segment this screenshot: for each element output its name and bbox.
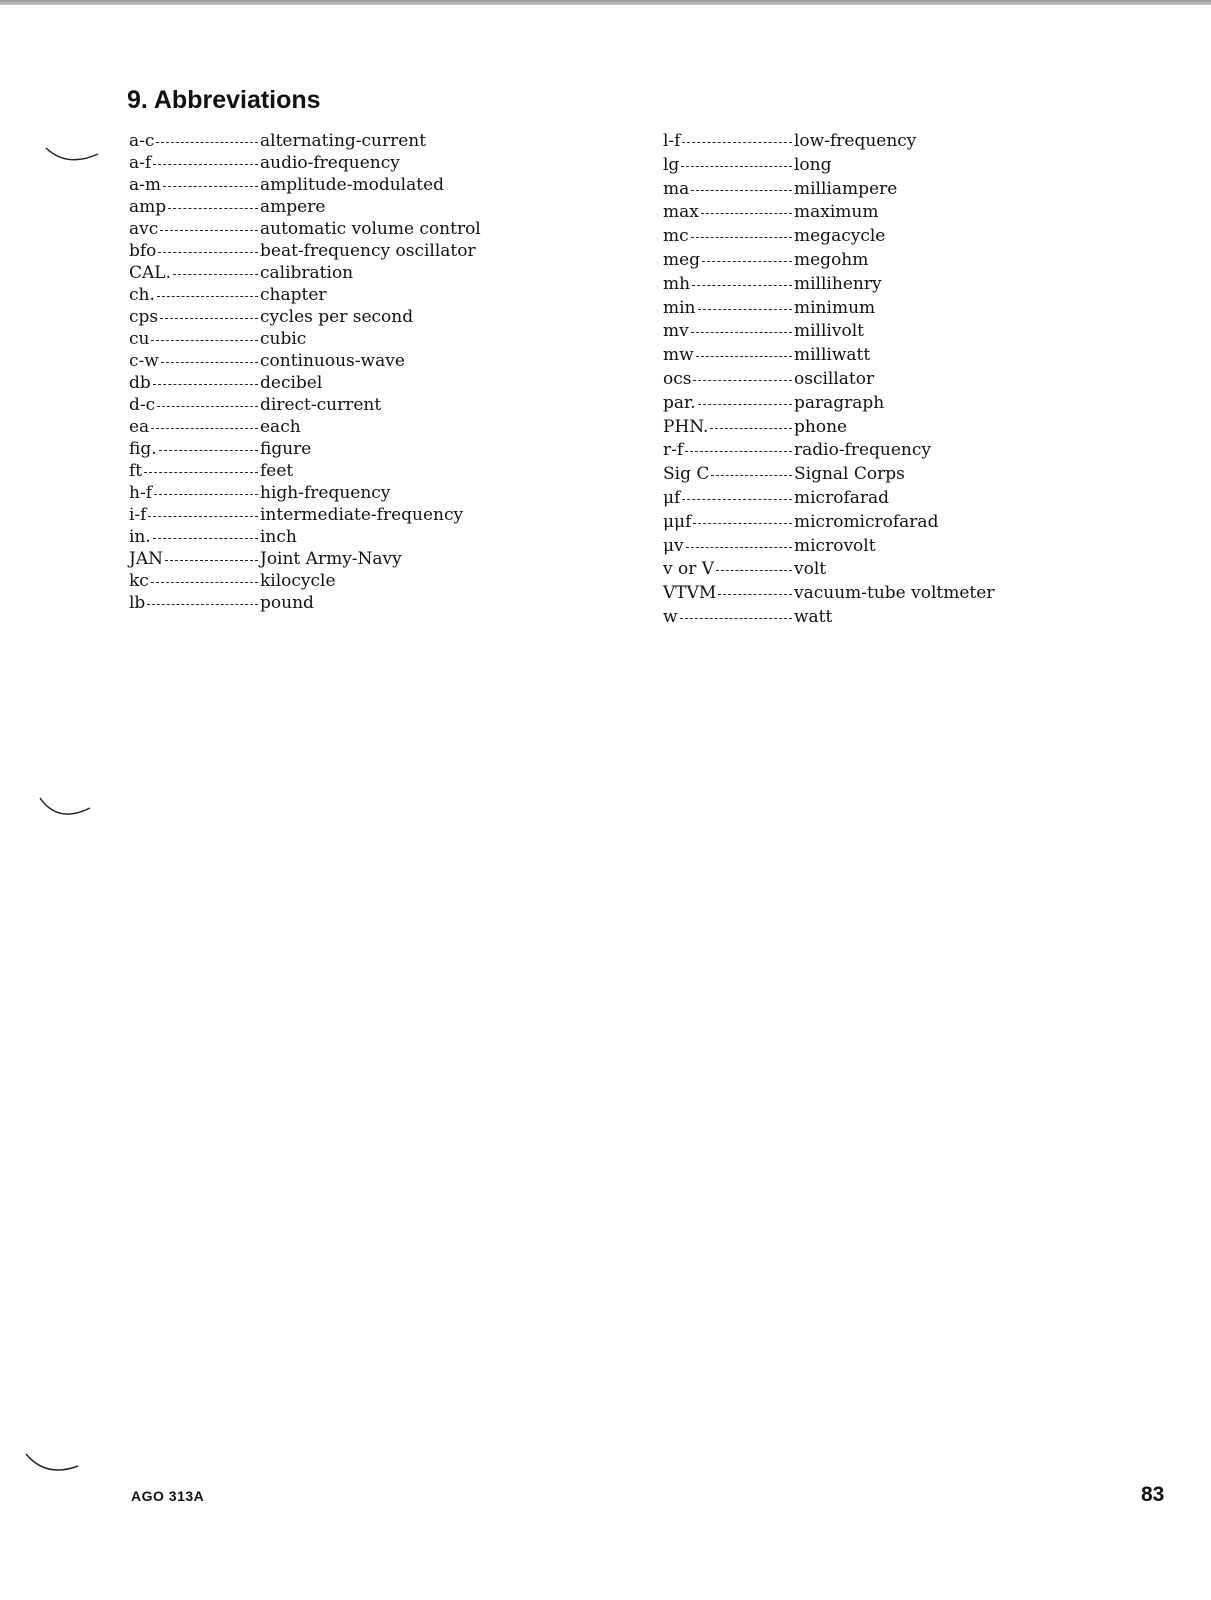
abbreviation-term: meg <box>663 249 701 270</box>
abbreviation-term: a-c <box>129 131 155 151</box>
abbreviation-term-cell <box>663 298 794 318</box>
dot-leader <box>173 274 258 275</box>
abbreviation-term-cell <box>129 395 260 415</box>
abbreviation-entry <box>129 527 509 549</box>
abbreviation-meaning: direct-current <box>260 395 382 415</box>
abbreviation-meaning: chapter <box>260 285 327 305</box>
abbreviation-entry <box>663 179 1043 203</box>
dot-leader <box>157 406 258 407</box>
abbreviation-term: ocs <box>663 368 692 389</box>
abbreviation-meaning: kilocycle <box>260 571 336 591</box>
abbreviation-term: lb <box>129 593 146 613</box>
abbreviation-entry <box>129 219 509 241</box>
dot-leader <box>710 428 792 429</box>
abbreviation-entry <box>129 483 509 505</box>
abbreviation-term-cell <box>129 219 260 239</box>
abbreviation-meaning: maximum <box>794 202 879 223</box>
abbreviation-entry <box>663 226 1043 250</box>
abbreviation-meaning: vacuum-tube voltmeter <box>794 583 995 604</box>
abbreviation-entry <box>129 417 509 439</box>
dot-leader <box>693 523 792 524</box>
dot-leader <box>691 190 792 191</box>
abbreviation-meaning: automatic volume control <box>260 219 481 239</box>
abbreviation-entry <box>663 559 1043 583</box>
abbreviation-term-cell <box>663 226 794 246</box>
abbreviation-term-cell <box>129 373 260 393</box>
dot-leader <box>698 404 792 405</box>
abbreviation-entry <box>663 512 1043 536</box>
abbreviation-entry <box>663 464 1043 488</box>
abbreviation-meaning: ampere <box>260 197 326 217</box>
abbreviation-entry <box>663 345 1043 369</box>
abbreviation-meaning: pound <box>260 593 314 613</box>
abbreviation-meaning: phone <box>794 416 848 437</box>
dot-leader <box>680 618 792 619</box>
abbreviation-meaning: volt <box>794 559 827 580</box>
dot-leader <box>153 164 258 165</box>
dot-leader <box>148 516 258 517</box>
abbreviation-entry <box>129 263 509 285</box>
abbreviation-term-cell <box>663 583 794 603</box>
abbreviation-entry <box>129 241 509 263</box>
dot-leader <box>144 472 258 473</box>
abbreviation-term-cell <box>129 307 260 327</box>
dot-leader <box>163 186 258 187</box>
abbreviation-term: mc <box>663 226 689 247</box>
abbreviation-term: par. <box>663 392 696 413</box>
dot-leader <box>151 428 258 429</box>
abbreviation-entry <box>129 175 509 197</box>
abbreviation-entry <box>663 369 1043 393</box>
abbreviation-term-cell <box>663 179 794 199</box>
abbreviation-term: kc <box>129 571 149 591</box>
abbreviation-term-cell <box>129 197 260 217</box>
abbreviation-meaning: megacycle <box>794 226 886 247</box>
abbreviation-term: a-m <box>129 175 161 195</box>
abbreviation-entry <box>663 321 1043 345</box>
dot-leader <box>691 332 792 333</box>
abbreviation-meaning: millihenry <box>794 273 882 294</box>
page-number: 83 <box>1141 1483 1165 1506</box>
abbreviation-meaning: continuous-wave <box>260 351 405 371</box>
abbreviation-term-cell <box>663 131 794 151</box>
dot-leader <box>693 380 792 381</box>
abbreviation-meaning: high-frequency <box>260 483 391 503</box>
abbreviation-entry <box>663 131 1043 155</box>
abbreviation-entry <box>129 505 509 527</box>
abbreviation-meaning: micromicrofarad <box>794 511 939 532</box>
abbreviation-meaning: Joint Army-Navy <box>260 549 402 569</box>
abbreviation-term-cell <box>663 345 794 365</box>
abbreviation-entry <box>663 536 1043 560</box>
dot-leader <box>158 252 258 253</box>
abbreviation-term-cell <box>129 329 260 349</box>
abbreviation-term-cell <box>129 571 260 591</box>
abbreviation-entry <box>129 593 509 615</box>
abbreviation-term: v or V <box>663 559 715 580</box>
abbreviation-meaning: cycles per second <box>260 307 414 327</box>
abbreviation-meaning: each <box>260 417 301 437</box>
dot-leader <box>151 340 258 341</box>
abbreviation-term: r-f <box>663 440 684 461</box>
abbreviation-term: d-c <box>129 395 156 415</box>
dot-leader <box>691 237 792 238</box>
abbreviation-entry <box>129 307 509 329</box>
abbreviation-term: μμf <box>663 511 692 532</box>
abbreviation-term-cell <box>663 369 794 389</box>
dot-leader <box>692 285 792 286</box>
abbreviation-term-cell <box>129 527 260 547</box>
abbreviation-term-cell <box>129 263 260 283</box>
abbreviation-term: i-f <box>129 505 147 525</box>
abbreviation-term: mh <box>663 273 691 294</box>
binding-mark <box>42 140 102 170</box>
abbreviation-term-cell <box>129 351 260 371</box>
abbreviation-term: h-f <box>129 483 152 503</box>
abbreviations-right-column <box>663 131 1043 631</box>
dot-leader <box>698 309 792 310</box>
abbreviation-term: CAL. <box>129 263 171 283</box>
dot-leader <box>161 362 258 363</box>
abbreviation-term-cell <box>129 285 260 305</box>
abbreviation-entry <box>129 549 509 571</box>
abbreviation-entry <box>663 488 1043 512</box>
abbreviation-term: mv <box>663 321 689 342</box>
abbreviation-meaning: alternating-current <box>260 131 427 151</box>
abbreviation-meaning: microfarad <box>794 487 890 508</box>
dot-leader <box>160 318 258 319</box>
abbreviation-term-cell <box>129 483 260 503</box>
abbreviation-meaning: millivolt <box>794 321 864 342</box>
abbreviation-term: db <box>129 373 151 393</box>
abbreviation-entry <box>129 351 509 373</box>
dot-leader <box>151 582 258 583</box>
dot-leader <box>686 547 792 548</box>
abbreviation-term-cell <box>663 488 794 508</box>
document-code: AGO 313A <box>131 1488 205 1504</box>
abbreviation-term: lg <box>663 154 680 175</box>
abbreviation-entry <box>663 393 1043 417</box>
abbreviation-meaning: minimum <box>794 297 876 318</box>
abbreviation-meaning: calibration <box>260 263 354 283</box>
dot-leader <box>696 356 792 357</box>
abbreviation-term-cell <box>129 439 260 459</box>
abbreviation-term: cps <box>129 307 159 327</box>
abbreviation-term: fig. <box>129 439 157 459</box>
abbreviation-meaning: milliampere <box>794 178 898 199</box>
dot-leader <box>682 142 792 143</box>
dot-leader <box>160 230 258 231</box>
abbreviation-meaning: paragraph <box>794 392 885 413</box>
dot-leader <box>153 538 258 539</box>
abbreviation-entry <box>663 583 1043 607</box>
abbreviation-term: bfo <box>129 241 157 261</box>
abbreviation-term-cell <box>663 559 794 579</box>
abbreviation-term-cell <box>663 321 794 341</box>
abbreviation-term-cell <box>663 155 794 175</box>
abbreviation-entry <box>129 395 509 417</box>
dot-leader <box>156 142 258 143</box>
dot-leader <box>681 166 792 167</box>
dot-leader <box>159 450 258 451</box>
abbreviation-entry <box>663 298 1043 322</box>
dot-leader <box>702 261 792 262</box>
abbreviation-term-cell <box>129 505 260 525</box>
abbreviation-term-cell <box>129 549 260 569</box>
abbreviation-meaning: watt <box>794 606 833 627</box>
abbreviation-term-cell <box>663 464 794 484</box>
abbreviation-meaning: audio-frequency <box>260 153 400 173</box>
abbreviation-entry <box>663 607 1043 631</box>
abbreviation-meaning: decibel <box>260 373 323 393</box>
abbreviation-term: ft <box>129 461 143 481</box>
abbreviation-meaning: microvolt <box>794 535 876 556</box>
abbreviation-entry <box>129 285 509 307</box>
abbreviation-meaning: amplitude-modulated <box>260 175 445 195</box>
abbreviation-meaning: feet <box>260 461 294 481</box>
abbreviation-entry <box>663 440 1043 464</box>
abbreviation-meaning: intermediate-frequency <box>260 505 464 525</box>
abbreviation-entry <box>129 571 509 593</box>
abbreviation-term: ch. <box>129 285 155 305</box>
abbreviation-term: min <box>663 297 696 318</box>
dot-leader <box>153 384 258 385</box>
abbreviation-entry <box>129 153 509 175</box>
abbreviation-meaning: long <box>794 154 832 175</box>
abbreviation-meaning: oscillator <box>794 368 875 389</box>
abbreviation-term-cell <box>129 461 260 481</box>
abbreviation-term-cell <box>663 440 794 460</box>
dot-leader <box>685 451 792 452</box>
abbreviation-term-cell <box>663 536 794 556</box>
dot-leader <box>716 570 792 571</box>
abbreviation-term-cell <box>129 175 260 195</box>
abbreviation-meaning: figure <box>260 439 312 459</box>
abbreviation-meaning: radio-frequency <box>794 440 932 461</box>
abbreviation-meaning: beat-frequency oscillator <box>260 241 476 261</box>
dot-leader <box>165 560 258 561</box>
binding-mark <box>36 794 96 824</box>
abbreviation-term: cu <box>129 329 150 349</box>
abbreviation-entry <box>129 329 509 351</box>
abbreviation-term-cell <box>129 417 260 437</box>
abbreviation-term: ma <box>663 178 690 199</box>
abbreviation-entry <box>129 439 509 461</box>
abbreviation-term-cell <box>129 593 260 613</box>
abbreviation-term: amp <box>129 197 167 217</box>
abbreviation-term-cell <box>663 202 794 222</box>
abbreviation-term-cell <box>129 241 260 261</box>
abbreviation-entry <box>663 250 1043 274</box>
abbreviation-entry <box>129 373 509 395</box>
abbreviation-term: μv <box>663 535 684 556</box>
abbreviation-entry <box>663 274 1043 298</box>
abbreviation-entry <box>129 197 509 219</box>
abbreviation-term-cell <box>663 417 794 437</box>
abbreviation-term: mw <box>663 345 694 366</box>
abbreviations-left-column <box>129 131 509 615</box>
abbreviation-meaning: megohm <box>794 249 869 270</box>
abbreviation-term: JAN <box>129 549 163 569</box>
dot-leader <box>157 296 258 297</box>
abbreviation-term: l-f <box>663 131 681 151</box>
abbreviation-term: Sig C <box>663 464 710 485</box>
top-edge-rule <box>0 0 1211 5</box>
dot-leader <box>147 604 258 605</box>
abbreviation-meaning: low-frequency <box>794 131 917 151</box>
abbreviation-term-cell <box>663 250 794 270</box>
abbreviation-entry <box>129 461 509 483</box>
dot-leader <box>701 213 792 214</box>
abbreviation-term: μf <box>663 487 681 508</box>
abbreviation-term-cell <box>663 607 794 627</box>
abbreviation-term: VTVM <box>663 583 717 604</box>
dot-leader <box>168 208 258 209</box>
dot-leader <box>682 499 792 500</box>
abbreviation-meaning: cubic <box>260 329 307 349</box>
abbreviation-term-cell <box>663 393 794 413</box>
abbreviation-term: avc <box>129 219 159 239</box>
binding-mark <box>22 1448 82 1478</box>
abbreviation-term-cell <box>129 131 260 151</box>
abbreviation-entry <box>129 131 509 153</box>
abbreviation-term: w <box>663 606 678 627</box>
abbreviation-term: in. <box>129 527 151 547</box>
abbreviation-term-cell <box>663 512 794 532</box>
abbreviation-term: max <box>663 202 699 223</box>
abbreviation-term-cell <box>663 274 794 294</box>
dot-leader <box>718 594 792 595</box>
section-heading: 9. Abbreviations <box>127 86 321 114</box>
abbreviation-meaning: milliwatt <box>794 345 871 366</box>
abbreviation-meaning: Signal Corps <box>794 464 905 485</box>
dot-leader <box>711 475 792 476</box>
abbreviation-term: c-w <box>129 351 159 371</box>
abbreviation-term-cell <box>129 153 260 173</box>
dot-leader <box>154 494 258 495</box>
abbreviation-term: ea <box>129 417 150 437</box>
abbreviation-entry <box>663 202 1043 226</box>
abbreviation-entry <box>663 155 1043 179</box>
abbreviation-meaning: inch <box>260 527 297 547</box>
abbreviation-entry <box>663 417 1043 441</box>
abbreviation-term: PHN. <box>663 416 709 437</box>
abbreviation-term: a-f <box>129 153 152 173</box>
